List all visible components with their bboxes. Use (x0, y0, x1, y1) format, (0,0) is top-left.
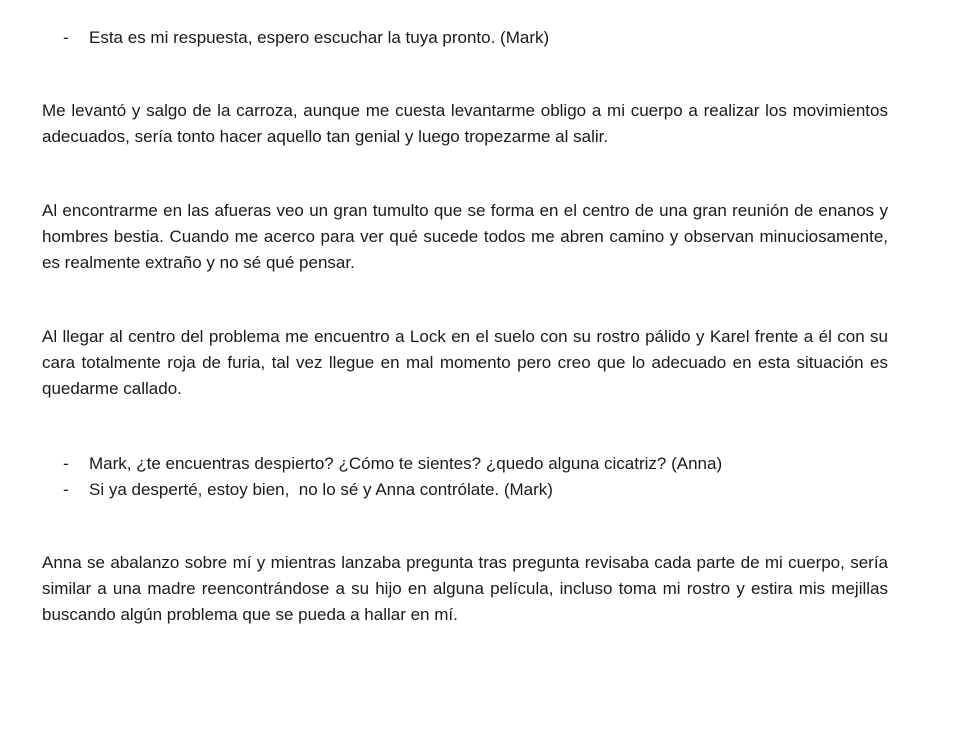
paragraph-1: Me levantó y salgo de la carroza, aunque me cuesta levantarme obligo a mi cuerpo a realizar los movimientos adecuados, sería tonto hacer aquello tan genial y luego tropezarme al salir. (42, 101, 888, 146)
dialogue-text: Mark, ¿te encuentras despierto? ¿Cómo te sientes? ¿quedo alguna cicatriz? (Anna) (89, 454, 723, 473)
dialogue-line-mark-reply (63, 25, 549, 51)
dialogue-text: Si ya desperté, estoy bien, no lo sé y Anna contrólate. (Mark) (89, 480, 553, 499)
paragraph-2: Al encontrarme en las afueras veo un gran tumulto que se forma en el centro de una gran reunión de enanos y hombres bestia. Cuando me acerco para ver qué sucede todos me abren camino y observan minuciosamente, es realmente extraño y no sé qué pensar. (42, 201, 888, 272)
list-dash: - (63, 28, 69, 47)
list-dash: - (63, 454, 69, 473)
dialogue-line-anna (63, 451, 722, 477)
dialogue-text: Esta es mi respuesta, espero escuchar la tuya pronto. (Mark) (89, 28, 550, 47)
paragraph-4: Anna se abalanzo sobre mí y mientras lanzaba pregunta tras pregunta revisaba cada parte de mi cuerpo, sería similar a una madre reencontrándose a su hijo en alguna película, incluso toma mi rostro y estira mis mejillas buscando algún problema que se pueda a hallar en mí. (42, 553, 888, 624)
dialogue-line-mark (63, 477, 553, 503)
paragraph-3: Al llegar al centro del problema me encuentro a Lock en el suelo con su rostro pálido y Karel frente a él con su cara totalmente roja de furia, tal vez llegue en mal momento pero creo que lo adecuado en esta situación es quedarme callado. (42, 327, 888, 398)
list-dash: - (63, 480, 69, 499)
